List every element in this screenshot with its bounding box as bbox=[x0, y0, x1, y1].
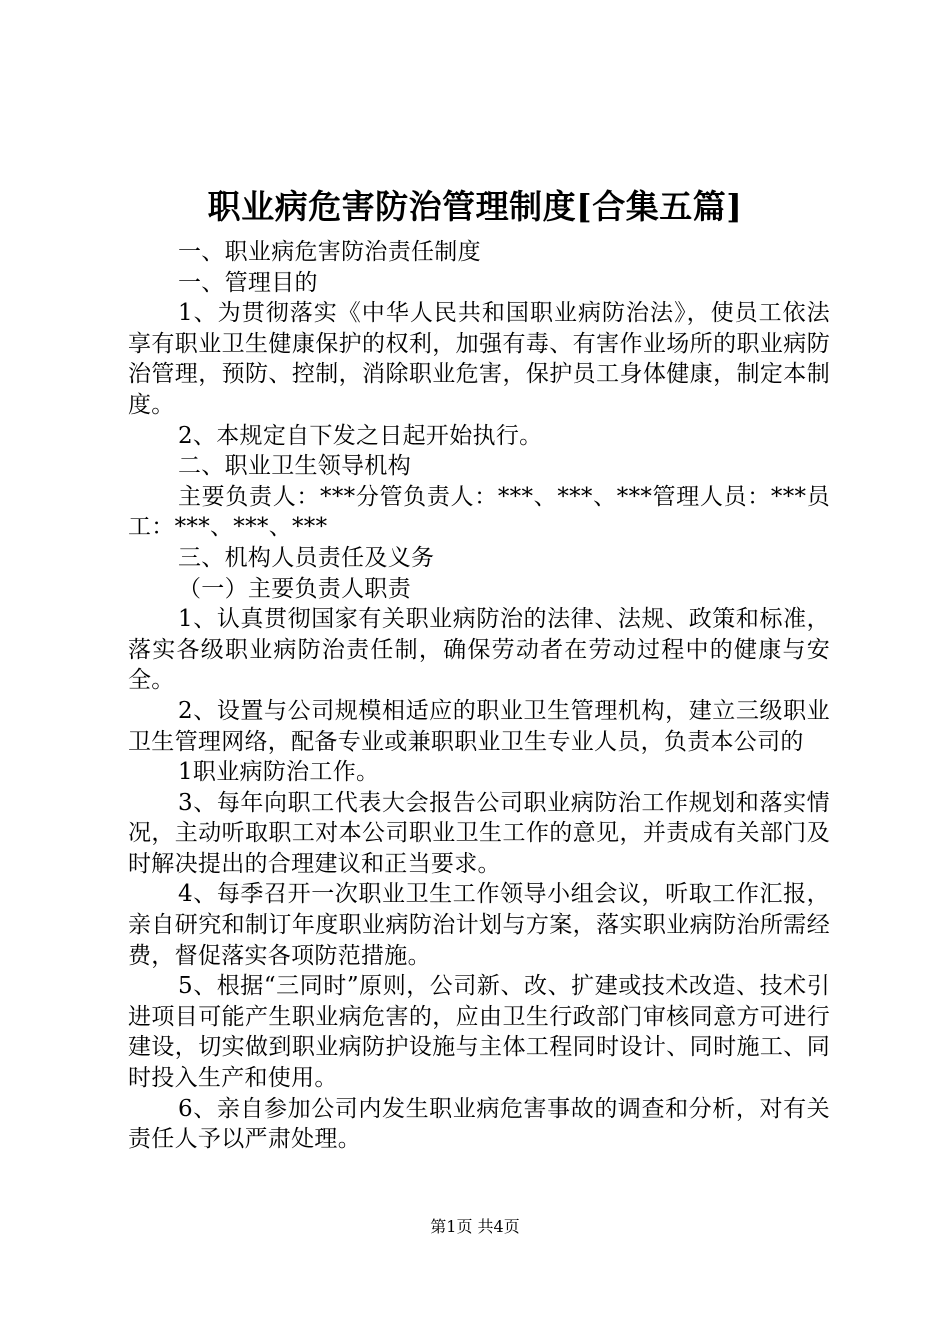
subsection-heading: 三、机构人员责任及义务 bbox=[178, 544, 435, 571]
body-paragraph: 1职业病防治工作。 bbox=[178, 759, 380, 786]
body-paragraph: 5、根据“三同时”原则，公司新、改、扩建或技术改造、技术引进项目可能产生职业病危害的，应由卫生行政部门审核同意方可进行建设，切实做到职业病防护设施与主体工程同时设计、同时施工、同时投入生产和使用。 bbox=[128, 973, 830, 1092]
subsection-heading: （一）主要负责人职责 bbox=[178, 575, 411, 602]
body-paragraph: 2、设置与公司规模相适应的职业卫生管理机构，建立三级职业卫生管理网络，配备专业或兼职职业卫生专业人员，负责本公司的 bbox=[128, 697, 830, 755]
section-heading: 一、职业病危害防治责任制度 bbox=[178, 239, 481, 265]
body-paragraph: 6、亲自参加公司内发生职业病危害事故的调查和分析，对有关责任人予以严肃处理。 bbox=[128, 1095, 830, 1153]
document-body bbox=[128, 237, 830, 1155]
body-paragraph: 1、认真贯彻国家有关职业病防治的法律、法规、政策和标准，落实各级职业病防治责任制，确保劳动者在劳动过程中的健康与安全。 bbox=[128, 606, 830, 694]
body-paragraph: 4、每季召开一次职业卫生工作领导小组会议，听取工作汇报，亲自研究和制订年度职业病防治计划与方案，落实职业病防治所需经费，督促落实各项防范措施。 bbox=[128, 881, 830, 969]
body-paragraph: 1、为贯彻落实《中华人民共和国职业病防治法》，使员工依法享有职业卫生健康保护的权利，加强有毒、有害作业场所的职业病防治管理，预防、控制，消除职业危害，保护员工身体健康，制定本制度。 bbox=[128, 300, 830, 418]
body-paragraph: 主要负责人：***分管负责人：***、***、***管理人员：***员工：***、***、*** bbox=[128, 483, 830, 541]
body-paragraph: 2、本规定自下发之日起开始执行。 bbox=[178, 422, 543, 449]
body-paragraph: 3、每年向职工代表大会报告公司职业病防治工作规划和落实情况，主动听取职工对本公司职业卫生工作的意见，并责成有关部门及时解决提出的合理建议和正当要求。 bbox=[128, 789, 830, 877]
subsection-heading: 一、管理目的 bbox=[178, 269, 318, 296]
subsection-heading: 二、职业卫生领导机构 bbox=[178, 453, 411, 480]
page-footer: 第1页 共4页 bbox=[430, 1217, 520, 1236]
document-title: 职业病危害防治管理制度[合集五篇] bbox=[207, 187, 743, 226]
